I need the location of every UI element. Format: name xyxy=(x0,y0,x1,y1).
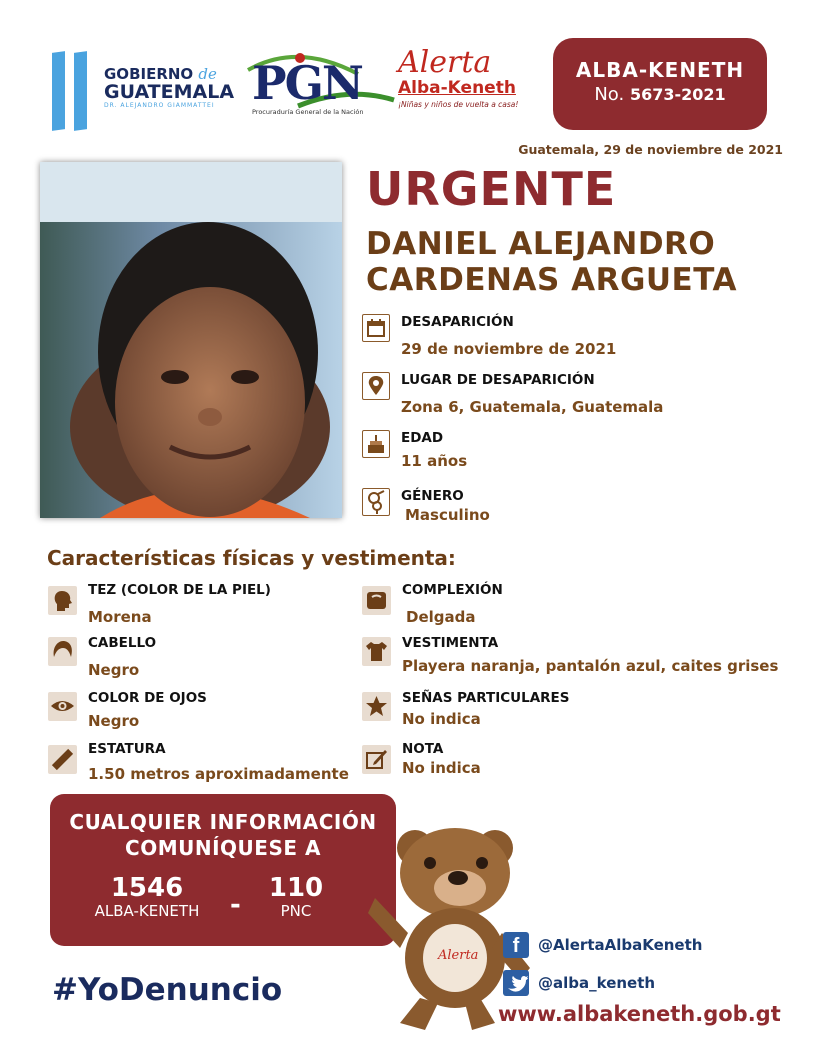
pgn-letters: PGN xyxy=(252,56,362,110)
gobierno-logo xyxy=(104,66,234,109)
char-value: Delgada xyxy=(406,608,476,626)
contact-number-1546 xyxy=(72,874,222,920)
char-build xyxy=(362,582,782,632)
edit-note-icon xyxy=(362,745,391,774)
characteristics-title: Características físicas y vestimenta: xyxy=(47,546,456,570)
name-line2: CARDENAS ARGUETA xyxy=(366,262,737,298)
number-separator: - xyxy=(230,890,241,920)
scale-icon xyxy=(362,586,391,615)
facebook-link[interactable] xyxy=(503,932,763,962)
alerta-name: Alba-Keneth xyxy=(398,78,516,98)
contact-box xyxy=(50,794,396,946)
gender-icon xyxy=(362,488,390,516)
name-line1: DANIEL ALEJANDRO xyxy=(366,226,716,262)
twitter-icon xyxy=(503,970,529,996)
alerta-tagline: ¡Niñas y niños de vuelta a casa! xyxy=(398,100,519,109)
info-disappearance-place xyxy=(362,372,782,422)
char-value: No indica xyxy=(402,759,481,777)
birthday-cake-icon xyxy=(362,430,390,458)
case-number xyxy=(553,84,767,105)
missing-person-photo xyxy=(40,162,342,518)
info-label: GÉNERO xyxy=(401,488,464,504)
char-value: Morena xyxy=(88,608,152,626)
char-label: COMPLEXIÓN xyxy=(402,582,503,598)
char-value: Playera naranja, pantalón azul, caites grises xyxy=(402,657,779,675)
number-value: 110 xyxy=(268,873,324,903)
urgente-heading: URGENTE xyxy=(366,162,617,216)
number-label: ALBA-KENETH xyxy=(94,902,200,920)
gobierno-de: de xyxy=(198,65,217,83)
case-title: ALBA-KENETH xyxy=(575,58,745,82)
twitter-handle: @alba_keneth xyxy=(538,974,656,992)
case-no-value: 5673-2021 xyxy=(629,85,726,104)
info-gender xyxy=(362,488,782,538)
info-value: Masculino xyxy=(405,506,490,524)
char-label: CABELLO xyxy=(88,635,157,651)
char-label: ESTATURA xyxy=(88,741,166,757)
twitter-link[interactable] xyxy=(503,970,763,1000)
alerta-word: Alerta xyxy=(398,45,492,80)
char-hair xyxy=(48,635,348,685)
char-marks xyxy=(362,690,782,740)
location-pin-icon xyxy=(362,372,390,400)
info-value: Zona 6, Guatemala, Guatemala xyxy=(401,398,664,416)
issue-date: Guatemala, 29 de noviembre de 2021 xyxy=(518,142,783,157)
number-label: PNC xyxy=(280,902,312,920)
website-link[interactable]: www.albakeneth.gob.gt xyxy=(498,1002,781,1026)
char-note xyxy=(362,741,782,791)
pgn-logo xyxy=(238,46,398,118)
mascot-badge-text: Alerta xyxy=(438,948,479,963)
number-value: 1546 xyxy=(110,873,184,903)
case-number-box xyxy=(553,38,767,130)
char-skin xyxy=(48,582,348,632)
char-eyes xyxy=(48,690,348,740)
gobierno-logo-bars xyxy=(52,52,97,130)
pgn-subtitle: Procuraduría General de la Nación xyxy=(252,108,364,116)
char-label: NOTA xyxy=(402,741,444,757)
info-disappearance-date xyxy=(362,314,782,364)
gobierno-line1: GOBIERNO xyxy=(104,65,194,83)
info-value: 11 años xyxy=(401,452,468,470)
char-height xyxy=(48,741,358,791)
contact-line1: CUALQUIER INFORMACIÓN xyxy=(69,810,377,834)
char-value: No indica xyxy=(402,710,481,728)
head-profile-icon xyxy=(48,586,77,615)
facebook-handle: @AlertaAlbaKeneth xyxy=(538,936,703,954)
missing-person-name xyxy=(366,226,737,298)
info-age xyxy=(362,430,782,480)
ruler-icon xyxy=(48,745,77,774)
info-value: 29 de noviembre de 2021 xyxy=(401,340,617,358)
contact-line2: COMUNÍQUESE A xyxy=(125,836,321,860)
eye-icon xyxy=(48,692,77,721)
case-no-label: No. xyxy=(594,84,625,105)
char-label: TEZ (COLOR DE LA PIEL) xyxy=(88,582,271,598)
alerta-logo xyxy=(398,45,538,109)
calendar-icon xyxy=(362,314,390,342)
star-icon xyxy=(362,692,391,721)
info-label: EDAD xyxy=(401,430,444,446)
tshirt-icon xyxy=(362,637,391,666)
contact-number-110 xyxy=(246,874,346,920)
char-label: COLOR DE OJOS xyxy=(88,690,207,706)
photo-image xyxy=(40,162,342,518)
gobierno-line2: GUATEMALA xyxy=(104,81,235,103)
info-label: LUGAR DE DESAPARICIÓN xyxy=(401,372,595,388)
char-value: Negro xyxy=(88,661,140,679)
gobierno-line3: DR. ALEJANDRO GIAMMATTEI xyxy=(104,102,215,109)
char-clothing xyxy=(362,635,792,685)
char-value: 1.50 metros aproximadamente xyxy=(88,765,349,783)
facebook-icon: f xyxy=(503,932,529,958)
info-label: DESAPARICIÓN xyxy=(401,314,514,330)
char-value: Negro xyxy=(88,712,140,730)
char-label: SEÑAS PARTICULARES xyxy=(402,690,570,706)
char-label: VESTIMENTA xyxy=(402,635,499,651)
hashtag: #YoDenuncio xyxy=(52,972,283,1008)
hair-icon xyxy=(48,637,77,666)
